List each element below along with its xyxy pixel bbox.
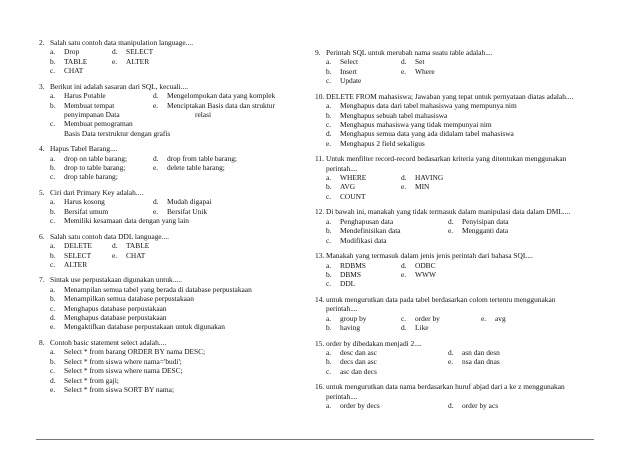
option-text: having [340,323,361,333]
option-text: Select * from barang ORDER BY nama DESC; [64,347,206,357]
option-letter: b. [326,66,332,76]
option-text: Select * from siswa where nama='budi'; [64,356,182,366]
option-letter: e. [448,226,454,236]
option-letter: e. [153,206,159,216]
option-letter: a. [50,47,56,57]
question-text: Di bawah ini, manakah yang tidak termasuk dalam manipulasi data dalam DML.... [326,207,571,217]
option-text-continued: Basis Data terstruktur dengan grafis [64,128,171,138]
option-text: Drop [64,47,80,57]
option-text: Modifikasi data [340,235,387,245]
option-text: Membuat tempat [64,100,115,110]
option-text: TABLE [64,56,88,66]
option-text: DDL [340,279,356,289]
question-number: 15. [315,338,325,348]
option-text: Menghapus sebuah tabel mahasiswa [340,110,448,120]
left-column [39,38,321,400]
option-letter: b. [50,163,56,173]
option-letter: c. [326,191,332,201]
option-letter: c. [326,119,332,129]
option-letter: c. [50,366,56,376]
question-3 [39,82,321,138]
option-text: ALTER [126,56,150,66]
option-letter: d. [448,401,454,411]
option-text: decs dan asc [340,357,377,367]
question-text: order by dibedakan menjadi 2.... [326,338,422,348]
question-7 [39,275,321,331]
option-text: Select * from siswa where nama DESC; [64,366,183,376]
option-text: Bersifat umum [64,206,109,216]
question-number: 10. [315,91,325,101]
question-14 [315,295,615,333]
question-text-continued: perintah.... [326,304,358,314]
option-letter: e. [326,138,332,148]
option-letter: a. [326,173,332,183]
option-letter: b. [50,206,56,216]
option-letter: c. [326,235,332,245]
option-text: Penghapusan data [340,216,394,226]
option-text: Memiliki kesamaan data dengan yang lain [64,216,189,226]
question-number: 14. [315,294,325,304]
option-text: order by [415,313,440,323]
question-text: Salah satu contoh data manipulation language.... [50,38,194,47]
question-text: Berikut ini adalah sasaran dari SQL, kecuali.... [50,81,189,91]
option-text: Menampilkan semua database perpustakaan [64,294,194,304]
option-letter: a. [326,347,332,357]
option-letter: e. [50,322,56,332]
option-text: Where [415,66,435,76]
option-text: drop table barang; [64,172,118,182]
option-text: DBMS [340,269,361,279]
question-16 [315,382,615,410]
option-letter: e. [112,56,118,66]
option-letter: b. [326,226,332,236]
option-letter: d. [401,260,407,270]
option-letter: b. [326,182,332,192]
option-letter: d. [153,197,159,207]
option-text: Set [415,57,425,67]
option-letter: c. [326,279,332,289]
question-text: Untuk menfilter record-record bedasarkan kriteria yang ditentukan menggunakan [326,154,567,164]
question-13 [315,251,615,289]
question-text: untuk mengurutkan data nama berdasarkan huruf abjad dari a ke z menggunakan [326,382,565,392]
question-number: 3. [39,81,45,91]
option-letter: c. [50,119,56,129]
option-letter: c. [50,66,56,76]
option-text: WHERE [340,173,367,183]
option-letter: e. [153,163,159,173]
option-letter: a. [50,347,56,357]
question-2 [39,38,321,76]
option-letter: a. [326,313,332,323]
option-letter: c. [326,76,332,86]
option-letter: b. [50,294,56,304]
option-letter: c. [50,303,56,313]
option-text-continued: penyimpanan Data [64,109,120,119]
option-text: Menghapus mahasiswa yang tidak mempunyai nim [340,119,492,129]
option-text-continued: relasi [195,109,212,119]
option-text: Select * from gaji; [64,375,119,385]
option-text: drop on table barang; [64,153,128,163]
option-text: Menghapus database perpustakaan [64,303,167,313]
question-number: 13. [315,251,325,261]
option-letter: c. [401,313,407,323]
option-letter: a. [326,101,332,111]
option-letter: d. [326,129,332,139]
option-text: MIN [415,182,430,192]
question-15 [315,339,615,377]
option-text: Mengganti data [462,226,509,236]
question-8 [39,338,321,394]
option-letter: a. [326,57,332,67]
question-text: Ciri dari Primary Key adalah.... [50,187,144,197]
option-letter: e. [448,357,454,367]
option-letter: d. [112,47,118,57]
option-text: ODBC [415,260,436,270]
option-text: Mendefinisikan data [340,226,401,236]
option-letter: c. [50,259,56,269]
option-text: Mengaktifkan database perpustakaan untuk digunakan [64,322,225,332]
option-text: AVG [340,182,356,192]
option-letter: e. [401,182,407,192]
option-letter: b. [326,110,332,120]
option-text: Select * from siswa SORT BY nama; [64,384,174,394]
option-text: Select [340,57,359,67]
option-text: order by acs [462,401,499,411]
option-letter: d. [112,241,118,251]
question-text: Sintak use perpustakaan digunakan untuk..... [50,275,182,285]
option-letter: d. [401,323,407,333]
option-letter: d. [401,57,407,67]
option-text: TABLE [126,241,150,251]
option-letter: b. [50,56,56,66]
question-number: 6. [39,231,45,241]
bottom-rule [36,439,594,440]
question-number: 9. [315,48,321,57]
option-letter: a. [326,260,332,270]
option-letter: e. [401,269,407,279]
option-text: SELECT [126,47,154,57]
option-text: drop from table barang; [167,153,237,163]
option-letter: c. [50,216,56,226]
option-letter: e. [401,66,407,76]
option-letter: d. [50,313,56,323]
option-text: Harus kosong [64,197,105,207]
option-text: Bersifat Unik [167,206,208,216]
option-text: nsa dan dnas [462,357,500,367]
option-letter: d. [401,173,407,183]
question-number: 11. [315,154,324,164]
question-text: Perintah SQL untuk merubah nama suatu table adalah.... [326,48,493,57]
option-text: HAVING [415,173,444,183]
option-letter: d. [153,91,159,101]
question-text: Manakah yang termasuk dalam jenis jenis perintah dari bahasa SQL... [326,251,533,261]
option-text: WWW [415,269,436,279]
question-number: 5. [39,187,45,197]
option-letter: d. [153,153,159,163]
question-text: DELETE FROM mahasiswa; Jawaban yang tepat untuk pernyataan diatas adalah.... [326,91,574,101]
option-letter: a. [326,401,332,411]
option-letter: b. [326,269,332,279]
option-text: DELETE [64,241,92,251]
question-text: untuk mengurutkan data pada tabel berdasarkan colom tertentu menggunakan [326,294,556,304]
option-letter: e. [481,313,487,323]
option-letter: b. [50,100,56,110]
option-text: avg [495,313,506,323]
option-letter: d. [50,375,56,385]
question-number: 12. [315,207,325,217]
option-text: Menghapus semua data yang ada didalam tabel mahasiswa [340,129,514,139]
question-number: 8. [39,337,45,347]
option-letter: a. [50,241,56,251]
option-letter: e. [50,384,56,394]
option-text: CHAT [64,66,84,76]
question-9 [315,48,615,86]
question-number: 4. [39,144,45,154]
option-text: COUNT [340,191,366,201]
option-text: Harus Potable [64,91,106,101]
question-text: Hapus Tabel Barang.... [50,144,118,154]
option-text: Update [340,76,362,86]
question-5 [39,188,321,226]
option-letter: b. [50,356,56,366]
question-number: 16. [315,382,325,392]
question-number: 2. [39,38,45,47]
option-letter: b. [326,357,332,367]
option-text: group by [340,313,367,323]
right-column [315,48,615,417]
question-10 [315,92,615,148]
option-text: ALTER [64,259,88,269]
option-letter: e. [112,250,118,260]
option-text: desc dan asc [340,347,377,357]
option-text: Like [415,323,429,333]
option-text: delete table barang; [167,163,225,173]
option-letter: d. [448,216,454,226]
option-text: Menghapus database perpustakaan [64,313,167,323]
option-letter: c. [50,172,56,182]
option-letter: d. [448,347,454,357]
option-text: Membuat pemograman [64,119,133,129]
option-letter: b. [50,250,56,260]
option-text: Menciptakan Basis data dan struktur [167,100,275,110]
option-letter: a. [50,284,56,294]
question-text-continued: perintah.... [326,163,358,173]
option-text: order by decs [340,401,380,411]
question-text: Salah satu contoh data DDL language.... [50,231,169,241]
option-text: Menampilan semua tabel yang berada di database perpustakaan [64,284,252,294]
option-text: Insert [340,66,357,76]
question-4 [39,144,321,182]
option-text: CHAT [126,250,146,260]
option-text: Mengelompokan data yang komplek [167,91,276,101]
option-letter: a. [50,197,56,207]
option-letter: b. [326,323,332,333]
option-text: RDBMS [340,260,366,270]
question-11 [315,154,615,201]
question-text-continued: perintah.... [326,391,358,401]
option-text: Penyisipan data [462,216,509,226]
option-text: Menghapus 2 field sekaligus [340,138,425,148]
option-text: asc dan decs [340,366,377,376]
option-letter: e. [153,100,159,110]
option-text: drop to table barang; [64,163,126,173]
option-letter: a. [326,216,332,226]
question-6 [39,232,321,270]
option-letter: c. [326,366,332,376]
question-number: 7. [39,275,45,285]
option-text: SELECT [64,250,92,260]
option-text: Menghapus data dari tabel mahasiswa yang mempunya nim [340,101,517,111]
question-12 [315,207,615,245]
question-text: Contoh basic statement select adalah.... [50,337,167,347]
option-letter: a. [50,91,56,101]
option-text: Mudah digapai [167,197,212,207]
option-text: asn dan desn [462,347,500,357]
option-letter: a. [50,153,56,163]
